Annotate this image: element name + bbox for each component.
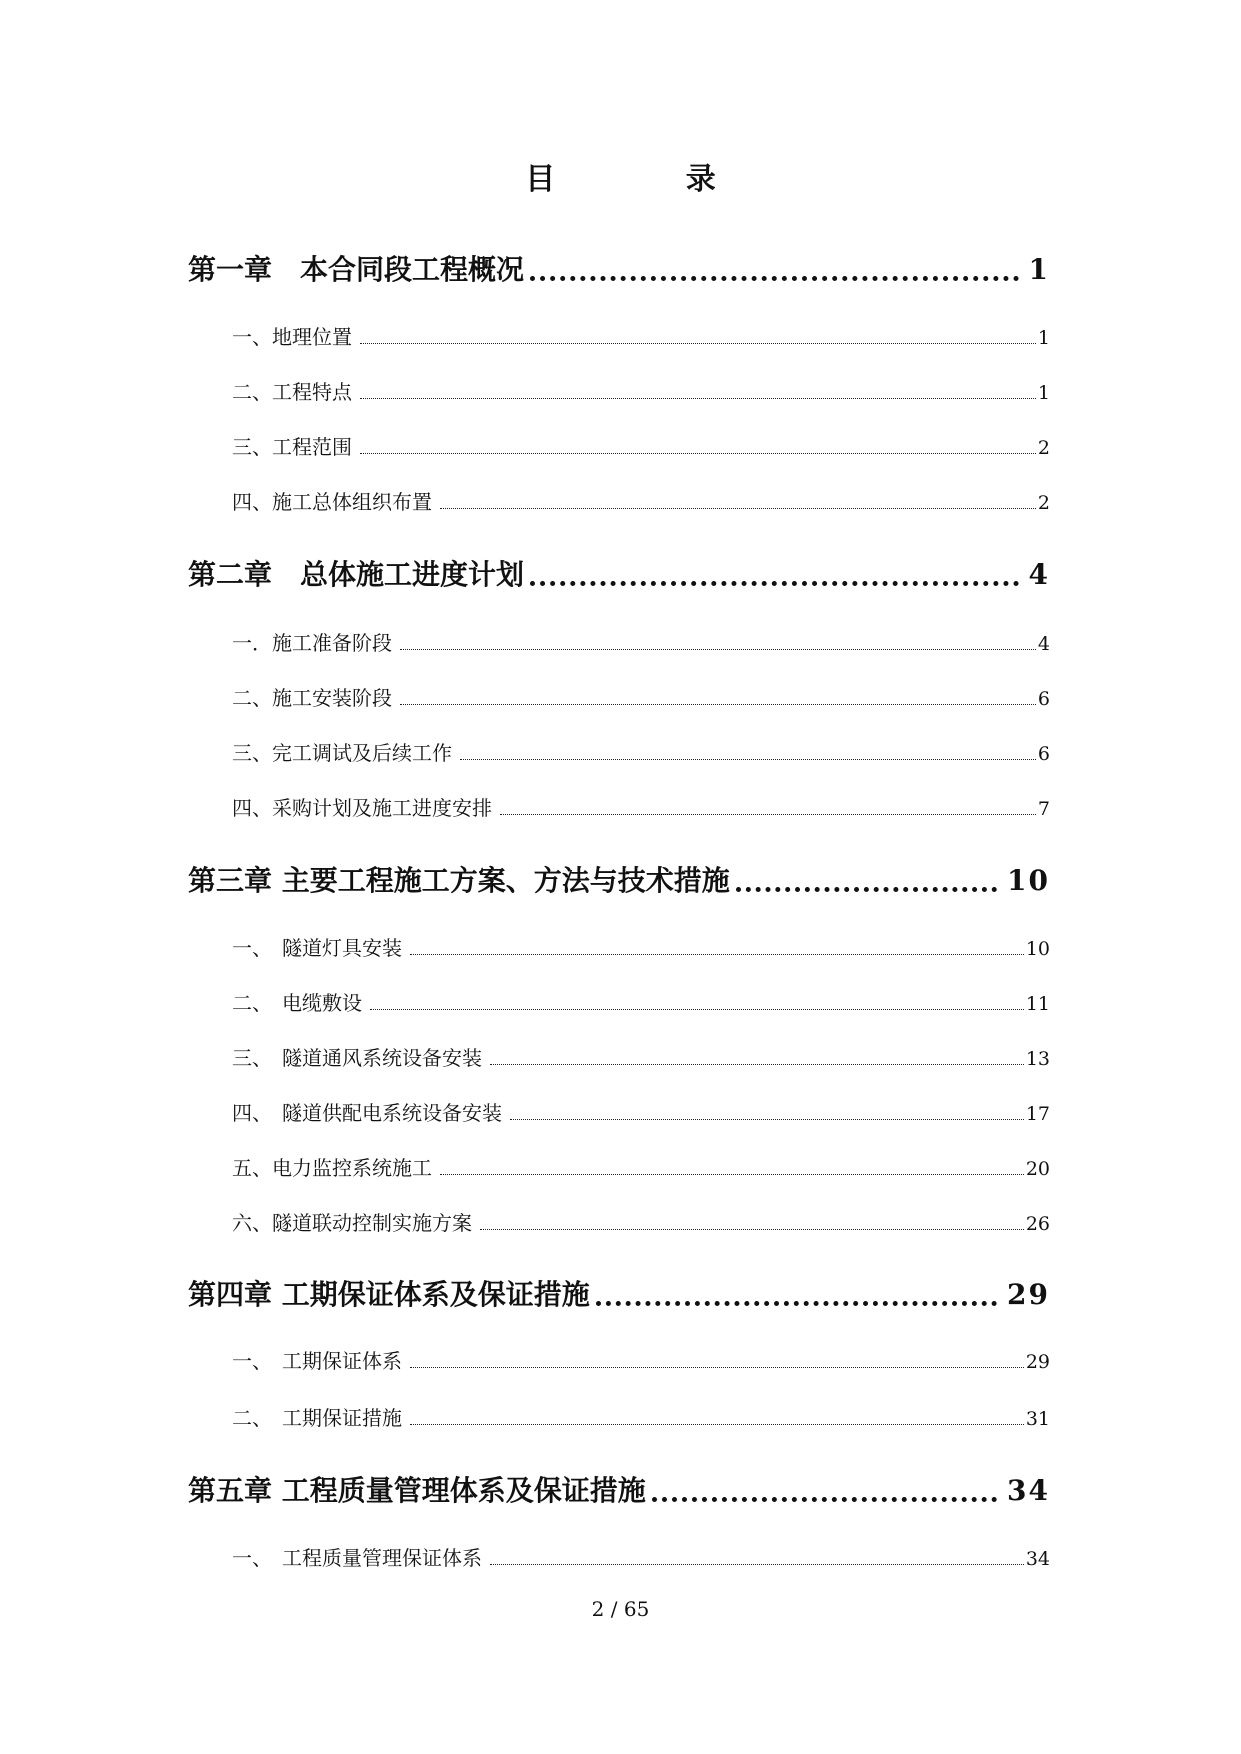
section-title: 四、施工总体组织布置 <box>232 490 432 514</box>
section-page-number: 1 <box>1037 382 1050 404</box>
dot-leader <box>400 649 1036 650</box>
chapter-page-number: 29 <box>1007 1278 1050 1311</box>
dot-leader <box>500 814 1036 815</box>
toc-section-1-1[interactable] <box>232 322 1050 353</box>
section-title: 一．施工准备阶段 <box>232 631 392 655</box>
dot-leader <box>490 1564 1024 1565</box>
chapter-title: 第一章 本合同段工程概况 <box>188 253 525 286</box>
section-page-number: 1 <box>1037 327 1050 349</box>
section-page-number: 20 <box>1025 1158 1050 1180</box>
dot-leader <box>510 1119 1024 1120</box>
section-page-number: 29 <box>1025 1351 1050 1373</box>
section-page-number: 26 <box>1025 1213 1050 1235</box>
section-page-number: 6 <box>1037 688 1050 710</box>
toc-chapter-4[interactable] <box>188 1275 1050 1315</box>
chapter-title: 第二章 总体施工进度计划 <box>188 558 525 591</box>
section-title: 四、采购计划及施工进度安排 <box>232 796 492 820</box>
dot-leader <box>440 1174 1024 1175</box>
section-title: 二、施工安装阶段 <box>232 686 392 710</box>
section-page-number: 4 <box>1037 633 1050 655</box>
section-page-number: 11 <box>1025 993 1050 1015</box>
dot-leader <box>440 508 1036 509</box>
section-page-number: 7 <box>1037 798 1050 820</box>
toc-section-2-4[interactable] <box>232 793 1050 824</box>
section-title: 一、 工期保证体系 <box>232 1349 402 1373</box>
chapter-title: 第五章 工程质量管理体系及保证措施 <box>188 1474 646 1507</box>
toc-section-2-1[interactable] <box>232 628 1050 659</box>
dot-leader <box>400 704 1036 705</box>
section-title: 三、完工调试及后续工作 <box>232 741 452 765</box>
toc-section-3-6[interactable] <box>232 1208 1050 1239</box>
toc-section-2-2[interactable] <box>232 683 1050 714</box>
section-page-number: 2 <box>1037 492 1050 514</box>
toc-chapter-1[interactable] <box>188 250 1050 290</box>
chapter-title: 第三章 主要工程施工方案、方法与技术措施 <box>188 864 730 897</box>
toc-chapter-3[interactable] <box>188 861 1050 901</box>
section-title: 六、隧道联动控制实施方案 <box>232 1211 472 1235</box>
section-title: 五、电力监控系统施工 <box>232 1156 432 1180</box>
section-page-number: 10 <box>1025 938 1050 960</box>
section-page-number: 17 <box>1025 1103 1050 1125</box>
section-title: 二、 电缆敷设 <box>232 991 362 1015</box>
toc-section-3-4[interactable] <box>232 1098 1050 1129</box>
section-page-number: 34 <box>1025 1548 1050 1570</box>
section-title: 四、 隧道供配电系统设备安装 <box>232 1101 502 1125</box>
dot-leader <box>410 1424 1024 1425</box>
section-title: 一、 工程质量管理保证体系 <box>232 1546 482 1570</box>
section-title: 三、工程范围 <box>232 435 352 459</box>
section-title: 一、 隧道灯具安装 <box>232 936 402 960</box>
dot-leader <box>530 581 1019 586</box>
toc-chapter-2[interactable] <box>188 555 1050 595</box>
toc-section-5-1[interactable] <box>232 1543 1050 1574</box>
dot-leader <box>370 1009 1024 1010</box>
section-page-number: 13 <box>1025 1048 1050 1070</box>
toc-chapter-5[interactable] <box>188 1471 1050 1511</box>
dot-leader <box>480 1229 1024 1230</box>
chapter-page-number: 10 <box>1007 864 1050 897</box>
page-footer-indicator: 2 / 65 <box>591 1597 650 1621</box>
toc-section-3-3[interactable] <box>232 1043 1050 1074</box>
toc-section-1-3[interactable] <box>232 432 1050 463</box>
dot-leader <box>652 1497 997 1502</box>
dot-leader <box>360 343 1036 344</box>
section-title: 二、工程特点 <box>232 380 352 404</box>
dot-leader <box>360 398 1036 399</box>
toc-section-3-5[interactable] <box>232 1153 1050 1184</box>
section-page-number: 2 <box>1037 437 1050 459</box>
chapter-page-number: 1 <box>1028 253 1050 286</box>
toc-section-1-4[interactable] <box>232 487 1050 518</box>
toc-title: 目 录 <box>525 162 776 197</box>
toc-section-3-1[interactable] <box>232 933 1050 964</box>
chapter-page-number: 4 <box>1028 558 1050 591</box>
section-title: 一、地理位置 <box>232 325 352 349</box>
dot-leader <box>490 1064 1024 1065</box>
dot-leader <box>736 887 997 892</box>
toc-section-4-2[interactable] <box>232 1403 1050 1434</box>
toc-section-2-3[interactable] <box>232 738 1050 769</box>
dot-leader <box>360 453 1036 454</box>
section-page-number: 6 <box>1037 743 1050 765</box>
chapter-title: 第四章 工期保证体系及保证措施 <box>188 1278 590 1311</box>
section-title: 三、 隧道通风系统设备安装 <box>232 1046 482 1070</box>
dot-leader <box>460 759 1036 760</box>
chapter-page-number: 34 <box>1007 1474 1050 1507</box>
toc-section-3-2[interactable] <box>232 988 1050 1019</box>
dot-leader <box>410 954 1024 955</box>
dot-leader <box>410 1367 1024 1368</box>
toc-section-4-1[interactable] <box>232 1346 1050 1377</box>
dot-leader <box>530 276 1019 281</box>
section-title: 二、 工期保证措施 <box>232 1406 402 1430</box>
dot-leader <box>596 1301 997 1306</box>
toc-section-1-2[interactable] <box>232 377 1050 408</box>
section-page-number: 31 <box>1025 1408 1050 1430</box>
